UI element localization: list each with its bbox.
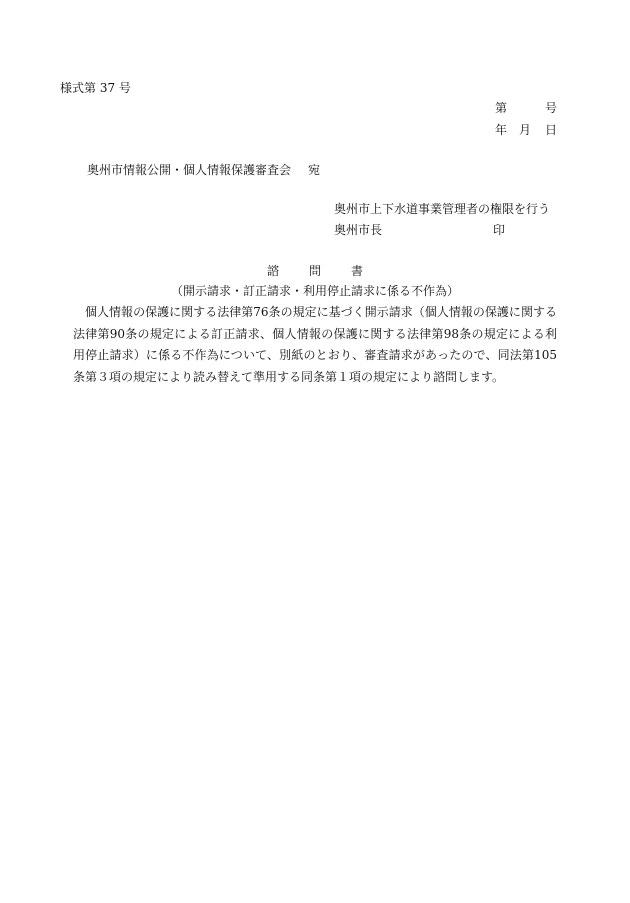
title-char-1: 諮 xyxy=(266,264,279,278)
title-char-3: 書 xyxy=(351,264,364,278)
seal-mark: 印 xyxy=(493,223,506,237)
date-year-label: 年 xyxy=(495,123,508,137)
document-subtitle: （開示請求・訂正請求・利用停止請求に係る不作為） xyxy=(170,284,459,298)
document-title xyxy=(0,265,630,277)
document-number-label: 第 xyxy=(495,101,508,115)
date-day-label: 日 xyxy=(545,123,558,137)
title-char-2: 問 xyxy=(308,264,321,278)
sender-name: 奥州市長 xyxy=(334,223,383,237)
addressee-suffix: 宛 xyxy=(308,163,321,177)
sender-title: 奥州市上下水道事業管理者の権限を行う xyxy=(334,202,551,216)
body-paragraph: 個人情報の保護に関する法律第76条の規定に基づく開示請求（個人情報の保護に関する法律第90条の規定による訂正請求、個人情報の保護に関する法律第98条の規定による利用停止請求）に係る不作為について、別紙のとおり、審査請求があったので、同法第105条第３項の規定により読み替えて準用する同条第１項の規定により諮問します。 xyxy=(73,305,557,384)
form-number: 様式第 37 号 xyxy=(60,81,131,95)
document-number-suffix: 号 xyxy=(545,101,558,115)
date-month-label: 月 xyxy=(519,123,532,137)
addressee-name: 奥州市情報公開・個人情報保護審査会 xyxy=(87,163,292,177)
